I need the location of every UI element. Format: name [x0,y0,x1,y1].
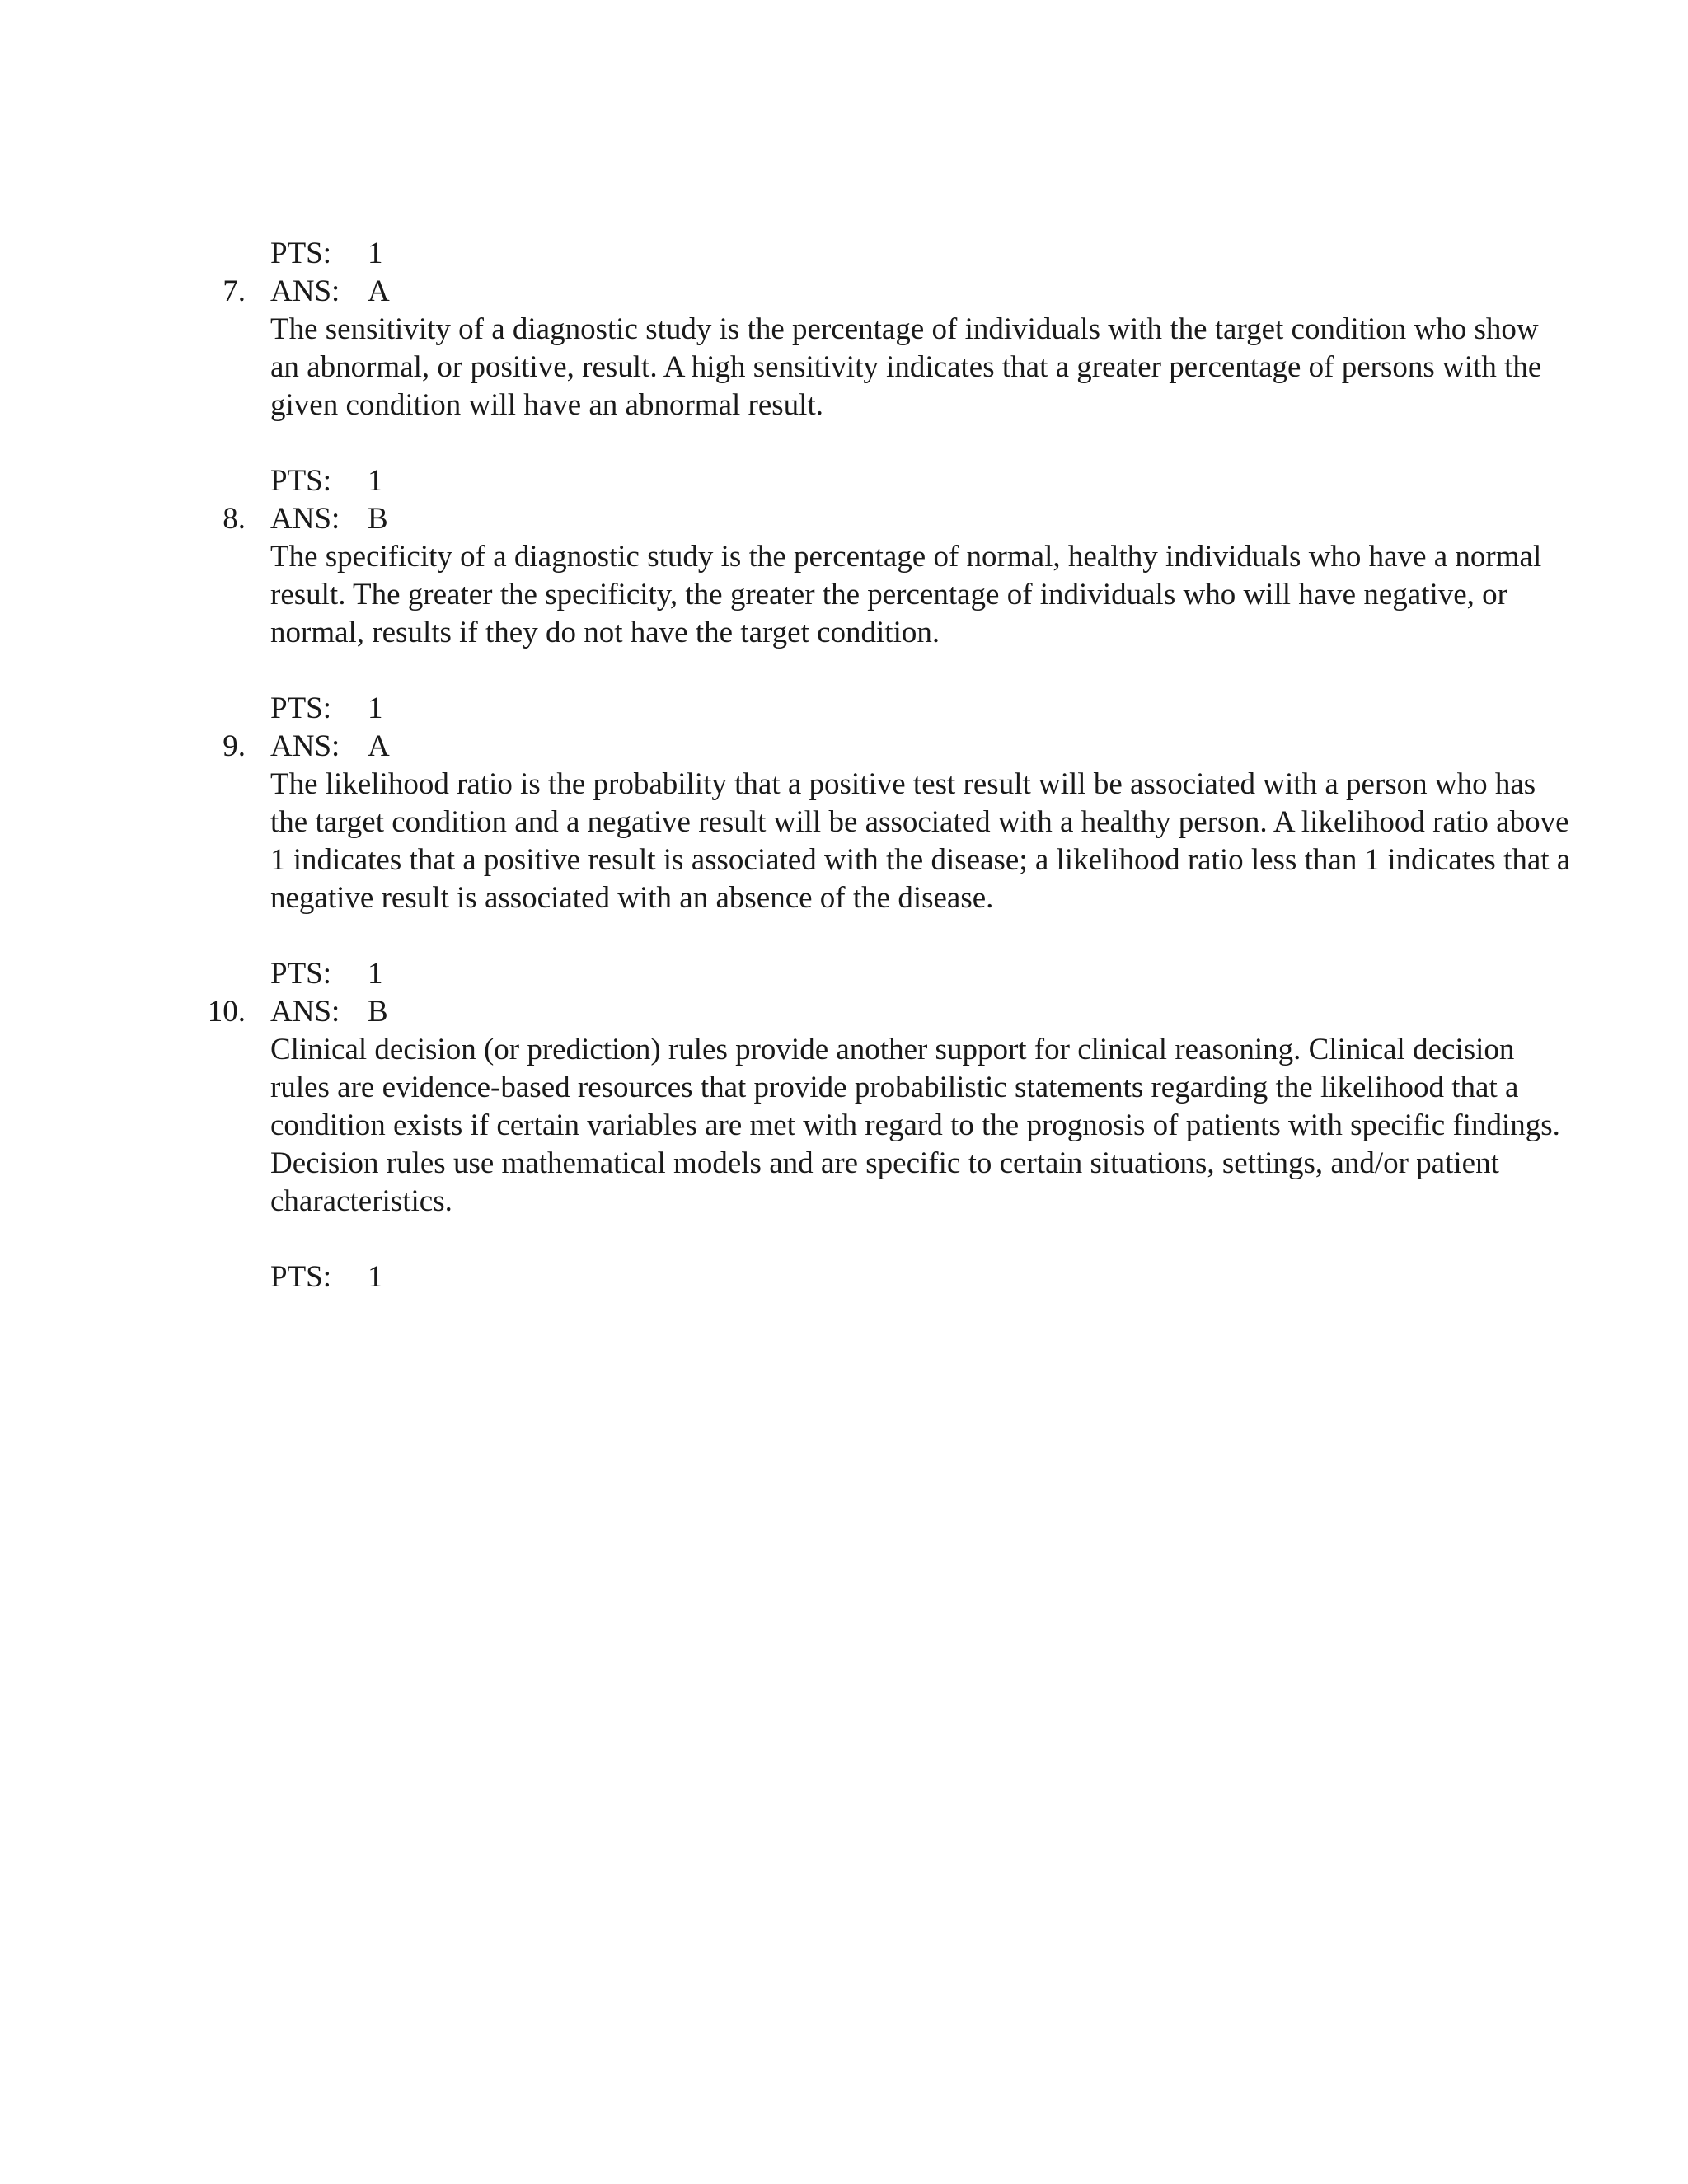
points-label: PTS: [270,1260,332,1294]
rationale-text: The likelihood ratio is the probability that a positive test result will be associated with a person who has the target condition and a negative result will be associated with a healthy person. A likelihood ratio above 1 indicates that a positive result is associated with the disease; a likelihood ratio less than 1 indicates that a negative result is associated with an absence of the disease. [270,767,1571,915]
points-line [270,1258,1573,1296]
answer-label: ANS: [270,502,340,536]
item-number: 10. [207,995,246,1029]
points-line [270,690,1573,728]
answer-value: A [368,274,390,308]
points-value: 1 [368,1260,383,1294]
answer-label: ANS: [270,995,340,1029]
points-value: 1 [368,691,383,725]
answer-label: ANS: [270,729,340,763]
answer-line [223,728,1573,766]
rationale-text: The sensitivity of a diagnostic study is the percentage of individuals with the target condition who show an abnormal, or positive, result. A high sensitivity indicates that a greater percentage of persons with the given condition will have an abnormal result. [270,312,1542,422]
points-value: 1 [368,237,383,270]
rationale-text: The specificity of a diagnostic study is the percentage of normal, healthy individuals who have a normal result. The greater the specificity, the greater the percentage of individuals who will have negative, or normal, results if they do not have the target condition. [270,540,1542,649]
rationale-text: Clinical decision (or prediction) rules provide another support for clinical reasoning. Clinical decision rules are evidence-based resources that provide probabilistic statements regarding the likelihood that a condition exists if certain variables are met with regard to the prognosis of patients with specific findings. Decision rules use mathematical models and are specific to certain situations, settings, and/or patient characteristics. [270,1033,1560,1218]
points-line [270,235,1573,273]
answer-item-8 [223,500,1573,728]
item-number: 8. [223,502,246,536]
answer-item-9 [223,728,1573,993]
answer-item-10 [207,993,1573,1296]
answer-line [223,500,1573,538]
points-value: 1 [368,464,383,498]
points-line [270,462,1573,500]
answer-value: B [368,995,388,1029]
answer-value: B [368,502,388,536]
points-label: PTS: [270,464,332,498]
points-value: 1 [368,957,383,991]
answer-line [207,993,1573,1031]
points-label: PTS: [270,957,332,991]
answer-line [223,273,1573,311]
points-label: PTS: [270,237,332,270]
answer-key [207,235,1573,1296]
points-label: PTS: [270,691,332,725]
answer-item-7 [223,273,1573,500]
points-line [270,955,1573,993]
answer-value: A [368,729,390,763]
answer-label: ANS: [270,274,340,308]
item-number: 9. [223,729,246,763]
item-number: 7. [223,274,246,308]
